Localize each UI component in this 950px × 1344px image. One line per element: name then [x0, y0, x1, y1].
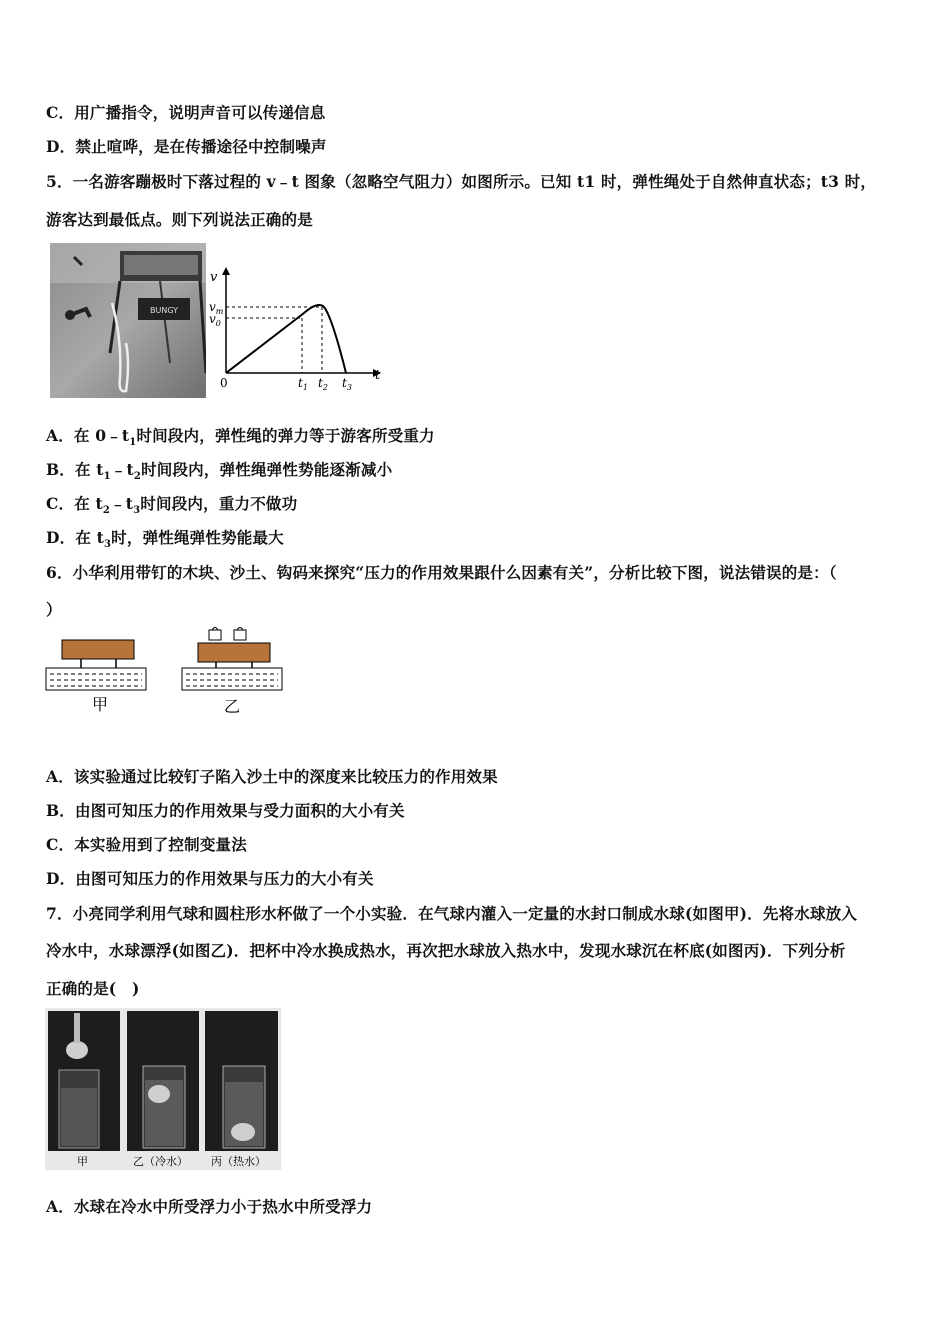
q4-option-c: C．用广播指令，说明声音可以传递信息: [46, 103, 326, 122]
v-t-graph: [206, 263, 386, 393]
q6-stem-line1: 6．小华利用带钉的木块、沙土、钩码来探究“压力的作用效果跟什么因素有关”，分析比较下图，说法错误的是：（: [46, 563, 837, 582]
figure-a-label: 甲: [92, 695, 109, 714]
q5-option-d: D．在 $t_3$时，弹性绳弹性势能最大: [46, 528, 284, 551]
q5-option-a: A．在 $0﹣t_1$时间段内，弹性绳的弹力等于游客所受重力: [46, 426, 435, 449]
origin-label: 0: [220, 376, 228, 390]
q5-stem-line1: 5．一名游客蹦极时下落过程的 v﹣t 图象（忽略空气阻力）如图所示。已知 t1 时，弹性绳处于自然伸直状态；t3 时，: [46, 172, 877, 191]
bungy-sign: BUNGY: [149, 306, 179, 315]
t3-label: $t_3$: [342, 376, 352, 392]
t2-label: $t_2$: [318, 376, 328, 392]
q5-option-c: C．在 $t_2﹣t_3$时间段内，重力不做功: [46, 494, 298, 517]
water-balloon-photos: [45, 1008, 281, 1170]
q6-option-a: A．该实验通过比较钉子陷入沙土中的深度来比较压力的作用效果: [46, 767, 498, 786]
q6-option-d: D．由图可知压力的作用效果与压力的大小有关: [46, 869, 374, 888]
v-axis-label: v: [210, 270, 218, 285]
q7-stem-line3: 正确的是( ): [46, 979, 140, 998]
figure-b-label: 乙: [224, 697, 241, 716]
v0-label: $v_0$: [209, 312, 221, 328]
caption-b: 乙（冷水）: [133, 1155, 188, 1168]
figure-a: [46, 640, 146, 714]
nail-block-figure: [44, 626, 294, 718]
q7-option-a: A．水球在冷水中所受浮力小于热水中所受浮力: [46, 1197, 373, 1216]
velocity-curve: [226, 305, 346, 373]
vm-label: $v_m$: [209, 300, 224, 316]
q7-stem-line1: 7．小亮同学利用气球和圆柱形水杯做了一个小实验．在气球内灌入一定量的水封口制成水球(如图甲)．先将水球放入: [46, 904, 858, 923]
bungee-photo: [50, 243, 206, 398]
q6-option-b: B．由图可知压力的作用效果与受力面积的大小有关: [46, 801, 405, 820]
q5-stem-line2: 游客达到最低点。则下列说法正确的是: [46, 210, 313, 229]
q7-stem-line2: 冷水中，水球漂浮(如图乙)．把杯中冷水换成热水，再次把水球放入热水中，发现水球沉在杯底(如图丙)．下列分析: [46, 941, 846, 960]
q6-option-c: C．本实验用到了控制变量法: [46, 835, 247, 854]
t-axis-label: t: [375, 368, 381, 383]
figure-b: [182, 628, 282, 717]
caption-a: 甲: [77, 1155, 88, 1168]
q4-option-d: D．禁止喧哗，是在传播途径中控制噪声: [46, 137, 327, 156]
t1-label: $t_1$: [298, 376, 308, 392]
q6-stem-line2: ）: [46, 600, 62, 619]
q5-option-b: B．在 $t_1﹣t_2$时间段内，弹性绳弹性势能逐渐减小: [46, 460, 393, 483]
caption-c: 丙（热水）: [211, 1155, 266, 1168]
